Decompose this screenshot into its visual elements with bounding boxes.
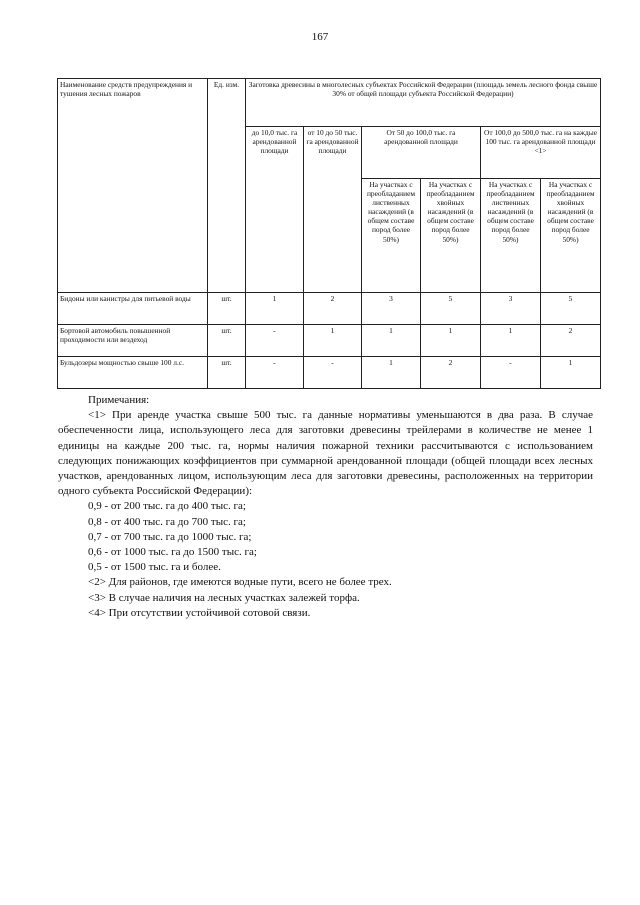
row-unit: шт. xyxy=(208,357,246,389)
notes-heading: Примечания: xyxy=(88,394,150,406)
row-value: - xyxy=(481,357,541,389)
note-1: <1> При аренде участка свыше 500 тыс. га данные нормативы уменьшаются в два раза. В случае обеспеченности лица, использующего леса для заготовки древесины трейлерами в количестве не менее 1 единицы на каждые 200 тыс. га, нормы наличия пожарной техники рассчитываются с использованием следующих понижающих коэффициентов при суммарной арендованной площади (общей площади всех лесных участков, арендованных лицом, использующим леса для заготовки древесины, расположенных на территории одного субъекта Российской Федерации): xyxy=(58,409,593,498)
row-value: 1 xyxy=(362,357,421,389)
header-sub3: От 50 до 100,0 тыс. га арендованной площади xyxy=(362,127,481,179)
notes-section xyxy=(58,393,593,621)
header-sub4: От 100,0 до 500,0 тыс. га на каждые 100 тыс. га арендованной площади <1> xyxy=(481,127,601,179)
row-value: 1 xyxy=(246,293,304,325)
row-name: Бортовой автомобиль повышенной проходимости или вездеход xyxy=(58,325,208,357)
row-value: 2 xyxy=(541,325,601,357)
row-value: 3 xyxy=(362,293,421,325)
row-value: 5 xyxy=(421,293,481,325)
row-value: - xyxy=(246,325,304,357)
row-value: 1 xyxy=(421,325,481,357)
row-value: 5 xyxy=(541,293,601,325)
row-unit: шт. xyxy=(208,325,246,357)
coefficient-item: 0,5 - от 1500 тыс. га и более. xyxy=(88,561,221,574)
row-name: Бульдозеры мощностью свыше 100 л.с. xyxy=(58,357,208,389)
header-group: Заготовка древесины в многолесных субъектах Российской Федерации (площадь земель лесного фонда свыше 30% от общей площади субъекта Российской Федерации) xyxy=(246,79,601,127)
row-value: - xyxy=(246,357,304,389)
header-name: Наименование средств предупреждения и тушения лесных пожаров xyxy=(58,79,208,293)
note-3: <3> В случае наличия на лесных участках залежей торфа. xyxy=(88,591,360,604)
norms-table xyxy=(57,78,601,389)
row-value: 1 xyxy=(362,325,421,357)
coefficient-item: 0,8 - от 400 тыс. га до 700 тыс. га; xyxy=(88,515,246,528)
row-unit: шт. xyxy=(208,293,246,325)
row-value: 1 xyxy=(481,325,541,357)
coefficient-item: 0,7 - от 700 тыс. га до 1000 тыс. га; xyxy=(88,530,252,543)
row-name: Бидоны или канистры для питьевой воды xyxy=(58,293,208,325)
row-value: 2 xyxy=(421,357,481,389)
table-row xyxy=(58,325,601,357)
coefficient-item: 0,6 - от 1000 тыс. га до 1500 тыс. га; xyxy=(88,546,257,559)
header-sub4b: На участках с преобладанием хвойных насаждений (в общем составе пород более 50%) xyxy=(541,179,601,293)
note-4: <4> При отсутствии устойчивой сотовой связи. xyxy=(88,606,311,619)
row-value: 1 xyxy=(304,325,362,357)
row-value: 3 xyxy=(481,293,541,325)
table-row xyxy=(58,357,601,389)
table-row xyxy=(58,293,601,325)
row-value: 1 xyxy=(541,357,601,389)
row-value: - xyxy=(304,357,362,389)
header-sub2: от 10 до 50 тыс. га арендованной площади xyxy=(304,127,362,293)
header-unit: Ед. изм. xyxy=(208,79,246,293)
row-value: 2 xyxy=(304,293,362,325)
header-sub3a: На участках с преобладанием лиственных насаждений (в общем составе пород более 50%) xyxy=(362,179,421,293)
header-sub4a: На участках с преобладанием лиственных насаждений (в общем составе пород более 50%) xyxy=(481,179,541,293)
note-2: <2> Для районов, где имеются водные пути, всего не более трех. xyxy=(88,576,392,589)
coefficient-item: 0,9 - от 200 тыс. га до 400 тыс. га; xyxy=(88,500,246,513)
header-sub3b: На участках с преобладанием хвойных насаждений (в общем составе пород более 50%) xyxy=(421,179,481,293)
header-sub1: до 10,0 тыс. га арендованной площади xyxy=(246,127,304,293)
page-number: 167 xyxy=(311,31,329,43)
